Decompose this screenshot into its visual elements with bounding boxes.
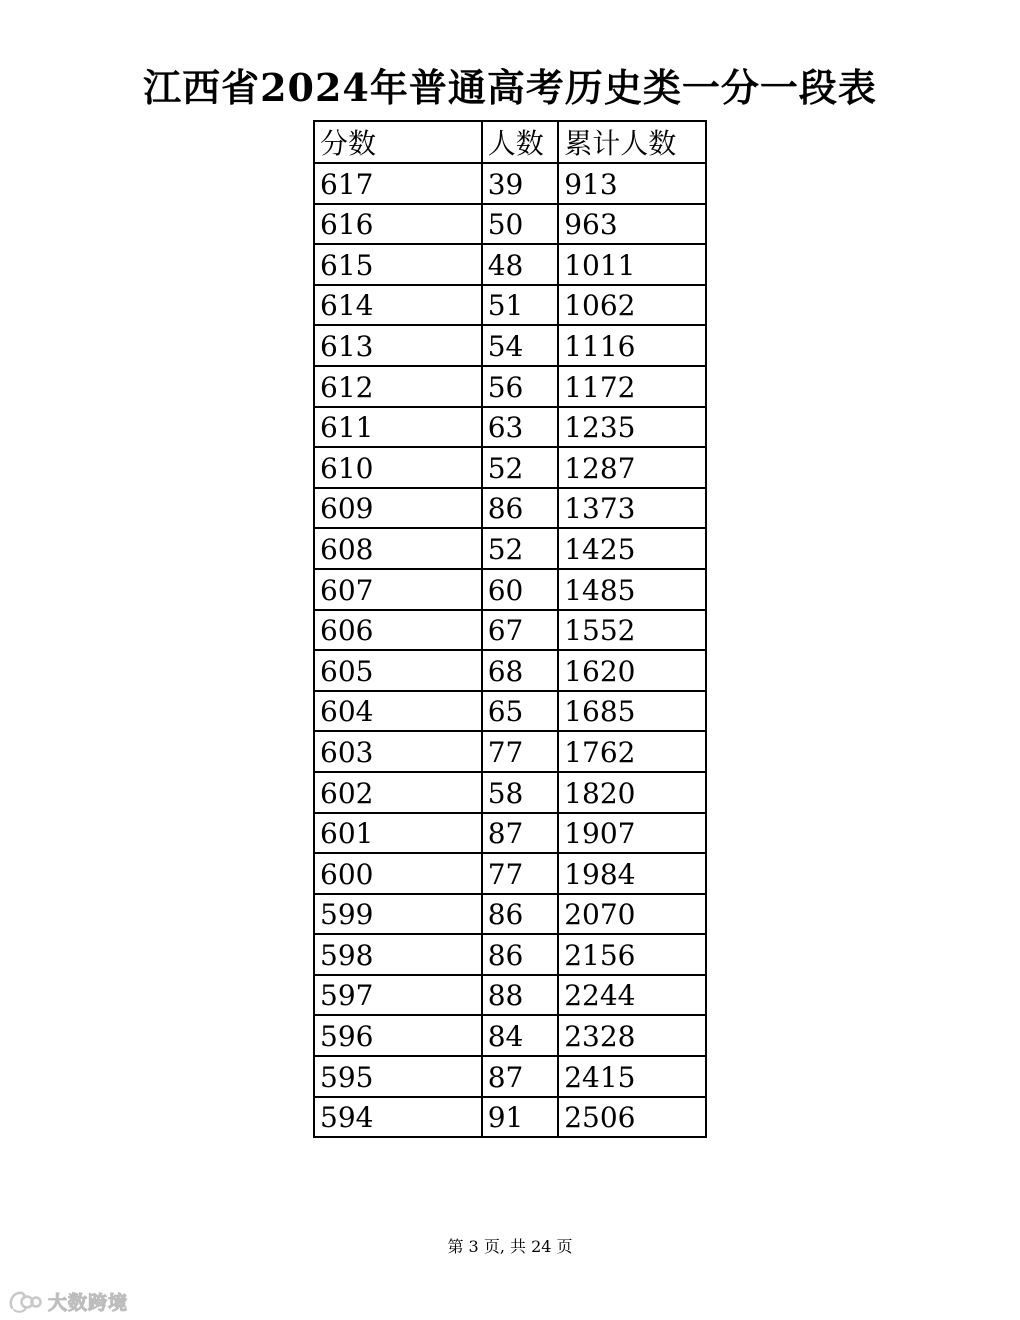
- cell-score: 614: [314, 285, 482, 326]
- cell-score: 601: [314, 813, 482, 854]
- cell-score: 611: [314, 407, 482, 448]
- cell-cumulative: 1820: [558, 772, 706, 813]
- table-row: [314, 163, 706, 204]
- cell-score: 612: [314, 366, 482, 407]
- cell-score: 617: [314, 163, 482, 204]
- table-row: [314, 1097, 706, 1138]
- table-body: [314, 163, 706, 1137]
- brand-logo-icon: [8, 1288, 42, 1314]
- cell-score: 616: [314, 204, 482, 245]
- cell-score: 603: [314, 731, 482, 772]
- cell-count: 91: [482, 1097, 559, 1138]
- cell-count: 39: [482, 163, 559, 204]
- cell-cumulative: 1762: [558, 731, 706, 772]
- table-row: [314, 447, 706, 488]
- table-row: [314, 731, 706, 772]
- table-row: [314, 813, 706, 854]
- cell-count: 87: [482, 813, 559, 854]
- cell-count: 52: [482, 447, 559, 488]
- cell-score: 596: [314, 1015, 482, 1056]
- cell-count: 60: [482, 569, 559, 610]
- cell-count: 51: [482, 285, 559, 326]
- table-row: [314, 528, 706, 569]
- table-row: [314, 691, 706, 732]
- page-title: 江西省2024年普通高考历史类一分一段表: [143, 65, 877, 110]
- cell-score: 606: [314, 610, 482, 651]
- watermark: [8, 1286, 128, 1316]
- cell-cumulative: 1373: [558, 488, 706, 529]
- table-row: [314, 975, 706, 1016]
- cell-count: 87: [482, 1056, 559, 1097]
- cell-count: 86: [482, 934, 559, 975]
- cell-cumulative: 1172: [558, 366, 706, 407]
- cell-count: 67: [482, 610, 559, 651]
- cell-count: 50: [482, 204, 559, 245]
- cell-score: 615: [314, 244, 482, 285]
- cell-cumulative: 963: [558, 204, 706, 245]
- table-row: [314, 244, 706, 285]
- cell-cumulative: 1685: [558, 691, 706, 732]
- table-row: [314, 285, 706, 326]
- cell-cumulative: 1907: [558, 813, 706, 854]
- cell-cumulative: 1552: [558, 610, 706, 651]
- cell-count: 77: [482, 731, 559, 772]
- table-row: [314, 366, 706, 407]
- cell-count: 56: [482, 366, 559, 407]
- table-row: [314, 853, 706, 894]
- cell-score: 604: [314, 691, 482, 732]
- table-row: [314, 650, 706, 691]
- cell-cumulative: 2244: [558, 975, 706, 1016]
- cell-cumulative: 1620: [558, 650, 706, 691]
- cell-cumulative: 913: [558, 163, 706, 204]
- cell-count: 58: [482, 772, 559, 813]
- cell-count: 86: [482, 488, 559, 529]
- cell-score: 608: [314, 528, 482, 569]
- cell-score: 610: [314, 447, 482, 488]
- cell-score: 607: [314, 569, 482, 610]
- cell-count: 65: [482, 691, 559, 732]
- cell-score: 594: [314, 1097, 482, 1138]
- table-header: [314, 121, 706, 163]
- page-number: 第 3 页, 共 24 页: [447, 1237, 573, 1256]
- cell-cumulative: 1984: [558, 853, 706, 894]
- cell-score: 613: [314, 325, 482, 366]
- cell-score: 609: [314, 488, 482, 529]
- cell-count: 52: [482, 528, 559, 569]
- cell-cumulative: 1011: [558, 244, 706, 285]
- cell-count: 88: [482, 975, 559, 1016]
- cell-cumulative: 2070: [558, 894, 706, 935]
- table-row: [314, 1015, 706, 1056]
- header-score: 分数: [314, 121, 482, 163]
- watermark-text: 大数跨境: [48, 1291, 129, 1314]
- cell-count: 63: [482, 407, 559, 448]
- table-header-row: [314, 121, 706, 163]
- cell-count: 48: [482, 244, 559, 285]
- cell-cumulative: 1287: [558, 447, 706, 488]
- cell-score: 599: [314, 894, 482, 935]
- cell-count: 84: [482, 1015, 559, 1056]
- cell-cumulative: 2156: [558, 934, 706, 975]
- cell-count: 86: [482, 894, 559, 935]
- cell-cumulative: 2328: [558, 1015, 706, 1056]
- table-row: [314, 407, 706, 448]
- table-row: [314, 488, 706, 529]
- cell-score: 600: [314, 853, 482, 894]
- cell-cumulative: 2415: [558, 1056, 706, 1097]
- cell-cumulative: 1062: [558, 285, 706, 326]
- header-cumulative: 累计人数: [558, 121, 706, 163]
- cell-cumulative: 1485: [558, 569, 706, 610]
- table-row: [314, 934, 706, 975]
- header-count: 人数: [482, 121, 559, 163]
- cell-score: 605: [314, 650, 482, 691]
- cell-count: 54: [482, 325, 559, 366]
- table-row: [314, 772, 706, 813]
- table-row: [314, 325, 706, 366]
- table-row: [314, 569, 706, 610]
- cell-cumulative: 1116: [558, 325, 706, 366]
- cell-score: 595: [314, 1056, 482, 1097]
- cell-cumulative: 2506: [558, 1097, 706, 1138]
- table-row: [314, 610, 706, 651]
- cell-count: 68: [482, 650, 559, 691]
- cell-cumulative: 1425: [558, 528, 706, 569]
- table-row: [314, 1056, 706, 1097]
- cell-cumulative: 1235: [558, 407, 706, 448]
- cell-score: 598: [314, 934, 482, 975]
- table-row: [314, 204, 706, 245]
- score-distribution-table: [313, 120, 707, 1138]
- cell-score: 602: [314, 772, 482, 813]
- table-row: [314, 894, 706, 935]
- cell-count: 77: [482, 853, 559, 894]
- cell-score: 597: [314, 975, 482, 1016]
